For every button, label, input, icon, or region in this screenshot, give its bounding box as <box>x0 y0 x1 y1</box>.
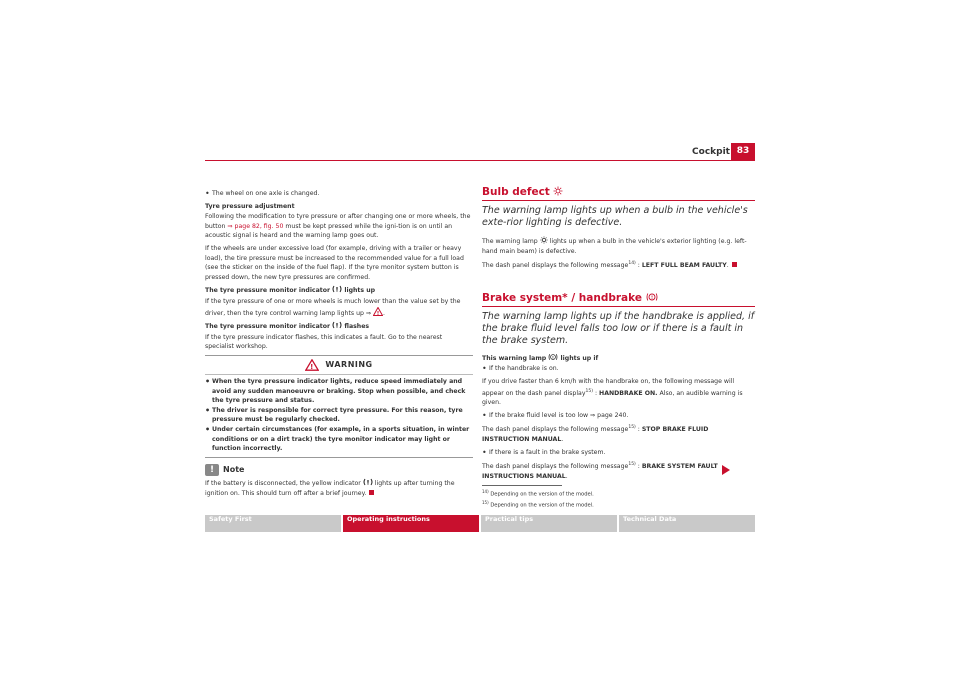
end-marker <box>732 262 737 267</box>
flashes-text: If the tyre pressure indicator flashes, this indicates a fault. Go to the nearest specialist workshop. <box>205 333 443 351</box>
brake-system-lead: The warning lamp lights up if the handbrake is applied, if the brake fluid level falls too low or if there is a fault in the brake system. <box>482 310 755 346</box>
tyre-pressure-icon <box>332 321 342 329</box>
warning-item: • Under certain circumstances (for example, in a sports situation, in winter conditions or on a dirt track) the tyre monitor indicator may light or function incorrectly. <box>205 424 470 453</box>
warning-item: • When the tyre pressure indicator lights, reduce speed immediately and avoid any sudden manoeuvre or braking. Stop when possible, and check the tyre pressure and status. <box>205 377 466 405</box>
note-icon: ! <box>205 464 219 476</box>
brake-icon <box>548 353 558 361</box>
brake-lamp-heading: This warning lamp ! lights up if <box>482 354 599 362</box>
brake-system-title: Brake system* / handbrake ! <box>482 292 755 304</box>
svg-text:!: ! <box>376 310 380 316</box>
brake-icon <box>646 292 658 302</box>
tyre-adjustment-heading: Tyre pressure adjustment <box>205 202 295 210</box>
footnote-rule <box>482 485 562 486</box>
svg-text:!: ! <box>366 479 370 486</box>
tyre-adjustment-paragraph: Following the modification to tyre pressure or after changing one or more wheels, the button ⇒ page 82, fig. 50 must be kept pressed while the igni-tion is on until an acoustic signal is heard and the warning lamp goes out. <box>205 213 471 240</box>
bulb-message-paragraph: The dash panel displays the following message$^{14)}$ : LEFT FULL BEAM FAULTY. <box>482 259 755 271</box>
svg-text:!: ! <box>552 355 555 360</box>
warning-header <box>205 359 473 375</box>
warning-triangle-icon <box>373 307 383 316</box>
svg-text:!: ! <box>310 363 315 371</box>
handbrake-paragraph: If you drive faster than 6 km/h with the handbrake on, the following message will appear on the dash panel display$^{15)}$ : HANDBRAKE ON. Also, an audible warning is given. <box>482 378 743 407</box>
display-message: BRAKE SYSTEM FAULT INSTRUCTIONS MANUAL <box>482 463 718 480</box>
svg-text:!: ! <box>335 286 339 294</box>
note-title: Note <box>223 465 245 475</box>
section-rule <box>482 306 755 307</box>
right-column <box>482 186 755 510</box>
footer-tab-safety-first[interactable]: Safety First <box>205 515 341 532</box>
left-column <box>205 189 473 355</box>
warning-item: • The driver is responsible for correct tyre pressure. For this reason, tyre pressure must be regularly checked. <box>205 405 463 424</box>
note-text: If the battery is disconnected, the yellow indicator ! lights up after turning the ignition on. This should turn off after a brief journey. <box>205 479 455 497</box>
tyre-pressure-icon <box>363 478 373 486</box>
footer-tab-operating-instructions[interactable]: Operating instructions <box>343 515 479 532</box>
next-page-arrow-icon[interactable] <box>722 465 730 475</box>
display-message: LEFT FULL BEAM FAULTY <box>641 262 727 270</box>
running-header-title: Cockpit <box>692 147 730 157</box>
list-item: • The wheel on one axle is changed. <box>205 189 320 198</box>
footnote: $^{15)}$ Depending on the version of the model. <box>482 499 594 509</box>
lights-up-text: If the tyre pressure of one or more wheels is much lower than the value set by the driver, then the tyre control warning lamp lights up ⇒ ! . <box>205 297 461 317</box>
warning-box <box>205 355 473 458</box>
note-header <box>205 464 473 476</box>
section-rule <box>482 200 755 201</box>
page-reference-link[interactable]: ⇒ page 82, fig. 50 <box>227 222 284 230</box>
brake-fault-paragraph: The dash panel displays the following message$^{15)}$ : BRAKE SYSTEM FAULT INSTRUCTIONS MANUAL. <box>482 462 718 480</box>
bulb-icon <box>553 186 563 196</box>
bulb-paragraph: The warning lamp lights up when a bulb in the vehicle's exterior lighting (e.g. left-hand main beam) is defective. <box>482 238 747 255</box>
brake-fluid-paragraph: The dash panel displays the following message$^{15)}$ : STOP BRAKE FLUID INSTRUCTION MANUAL. <box>482 425 709 444</box>
list-item: • If the handbrake is on. <box>482 364 559 374</box>
svg-text:!: ! <box>335 322 339 330</box>
note-section <box>205 464 473 501</box>
lights-up-heading: The tyre pressure monitor indicator ! lights up <box>205 286 376 295</box>
tyre-pressure-icon <box>332 285 342 293</box>
bulb-defect-title: Bulb defect <box>482 186 755 198</box>
flashes-heading: The tyre pressure monitor indicator ! flashes <box>205 322 370 331</box>
footnote: $^{14)}$ Depending on the version of the model. <box>482 488 594 498</box>
warning-triangle-icon <box>305 359 319 371</box>
bulb-icon <box>540 236 548 244</box>
footer-tab-technical-data[interactable]: Technical Data <box>619 515 755 532</box>
footer-tab-practical-tips[interactable]: Practical tips <box>481 515 617 532</box>
list-item: • If the brake fluid level is too low ⇒ page 240. <box>482 410 629 420</box>
end-marker <box>369 490 374 495</box>
page-number: 83 <box>731 143 755 160</box>
header-rule <box>205 160 755 161</box>
warning-title: WARNING <box>325 360 373 370</box>
tyre-load-paragraph: If the wheels are under excessive load (for example, driving with a trailer or heavy load), the tire pressure must be increased to the recommended value for a full load (see the sticker on the inside of the fuel flap). If the tyre monitor system button is pressed down, the new tyre pressures are confirmed. <box>205 244 464 281</box>
list-item: • If there is a fault in the brake system. <box>482 447 606 457</box>
bulb-defect-lead: The warning lamp lights up when a bulb in the vehicle's exte-rior lighting is defective. <box>482 205 748 228</box>
display-message: STOP BRAKE FLUID INSTRUCTION MANUAL <box>482 426 709 444</box>
display-message: HANDBRAKE ON. <box>599 389 658 397</box>
svg-text:!: ! <box>650 295 653 301</box>
